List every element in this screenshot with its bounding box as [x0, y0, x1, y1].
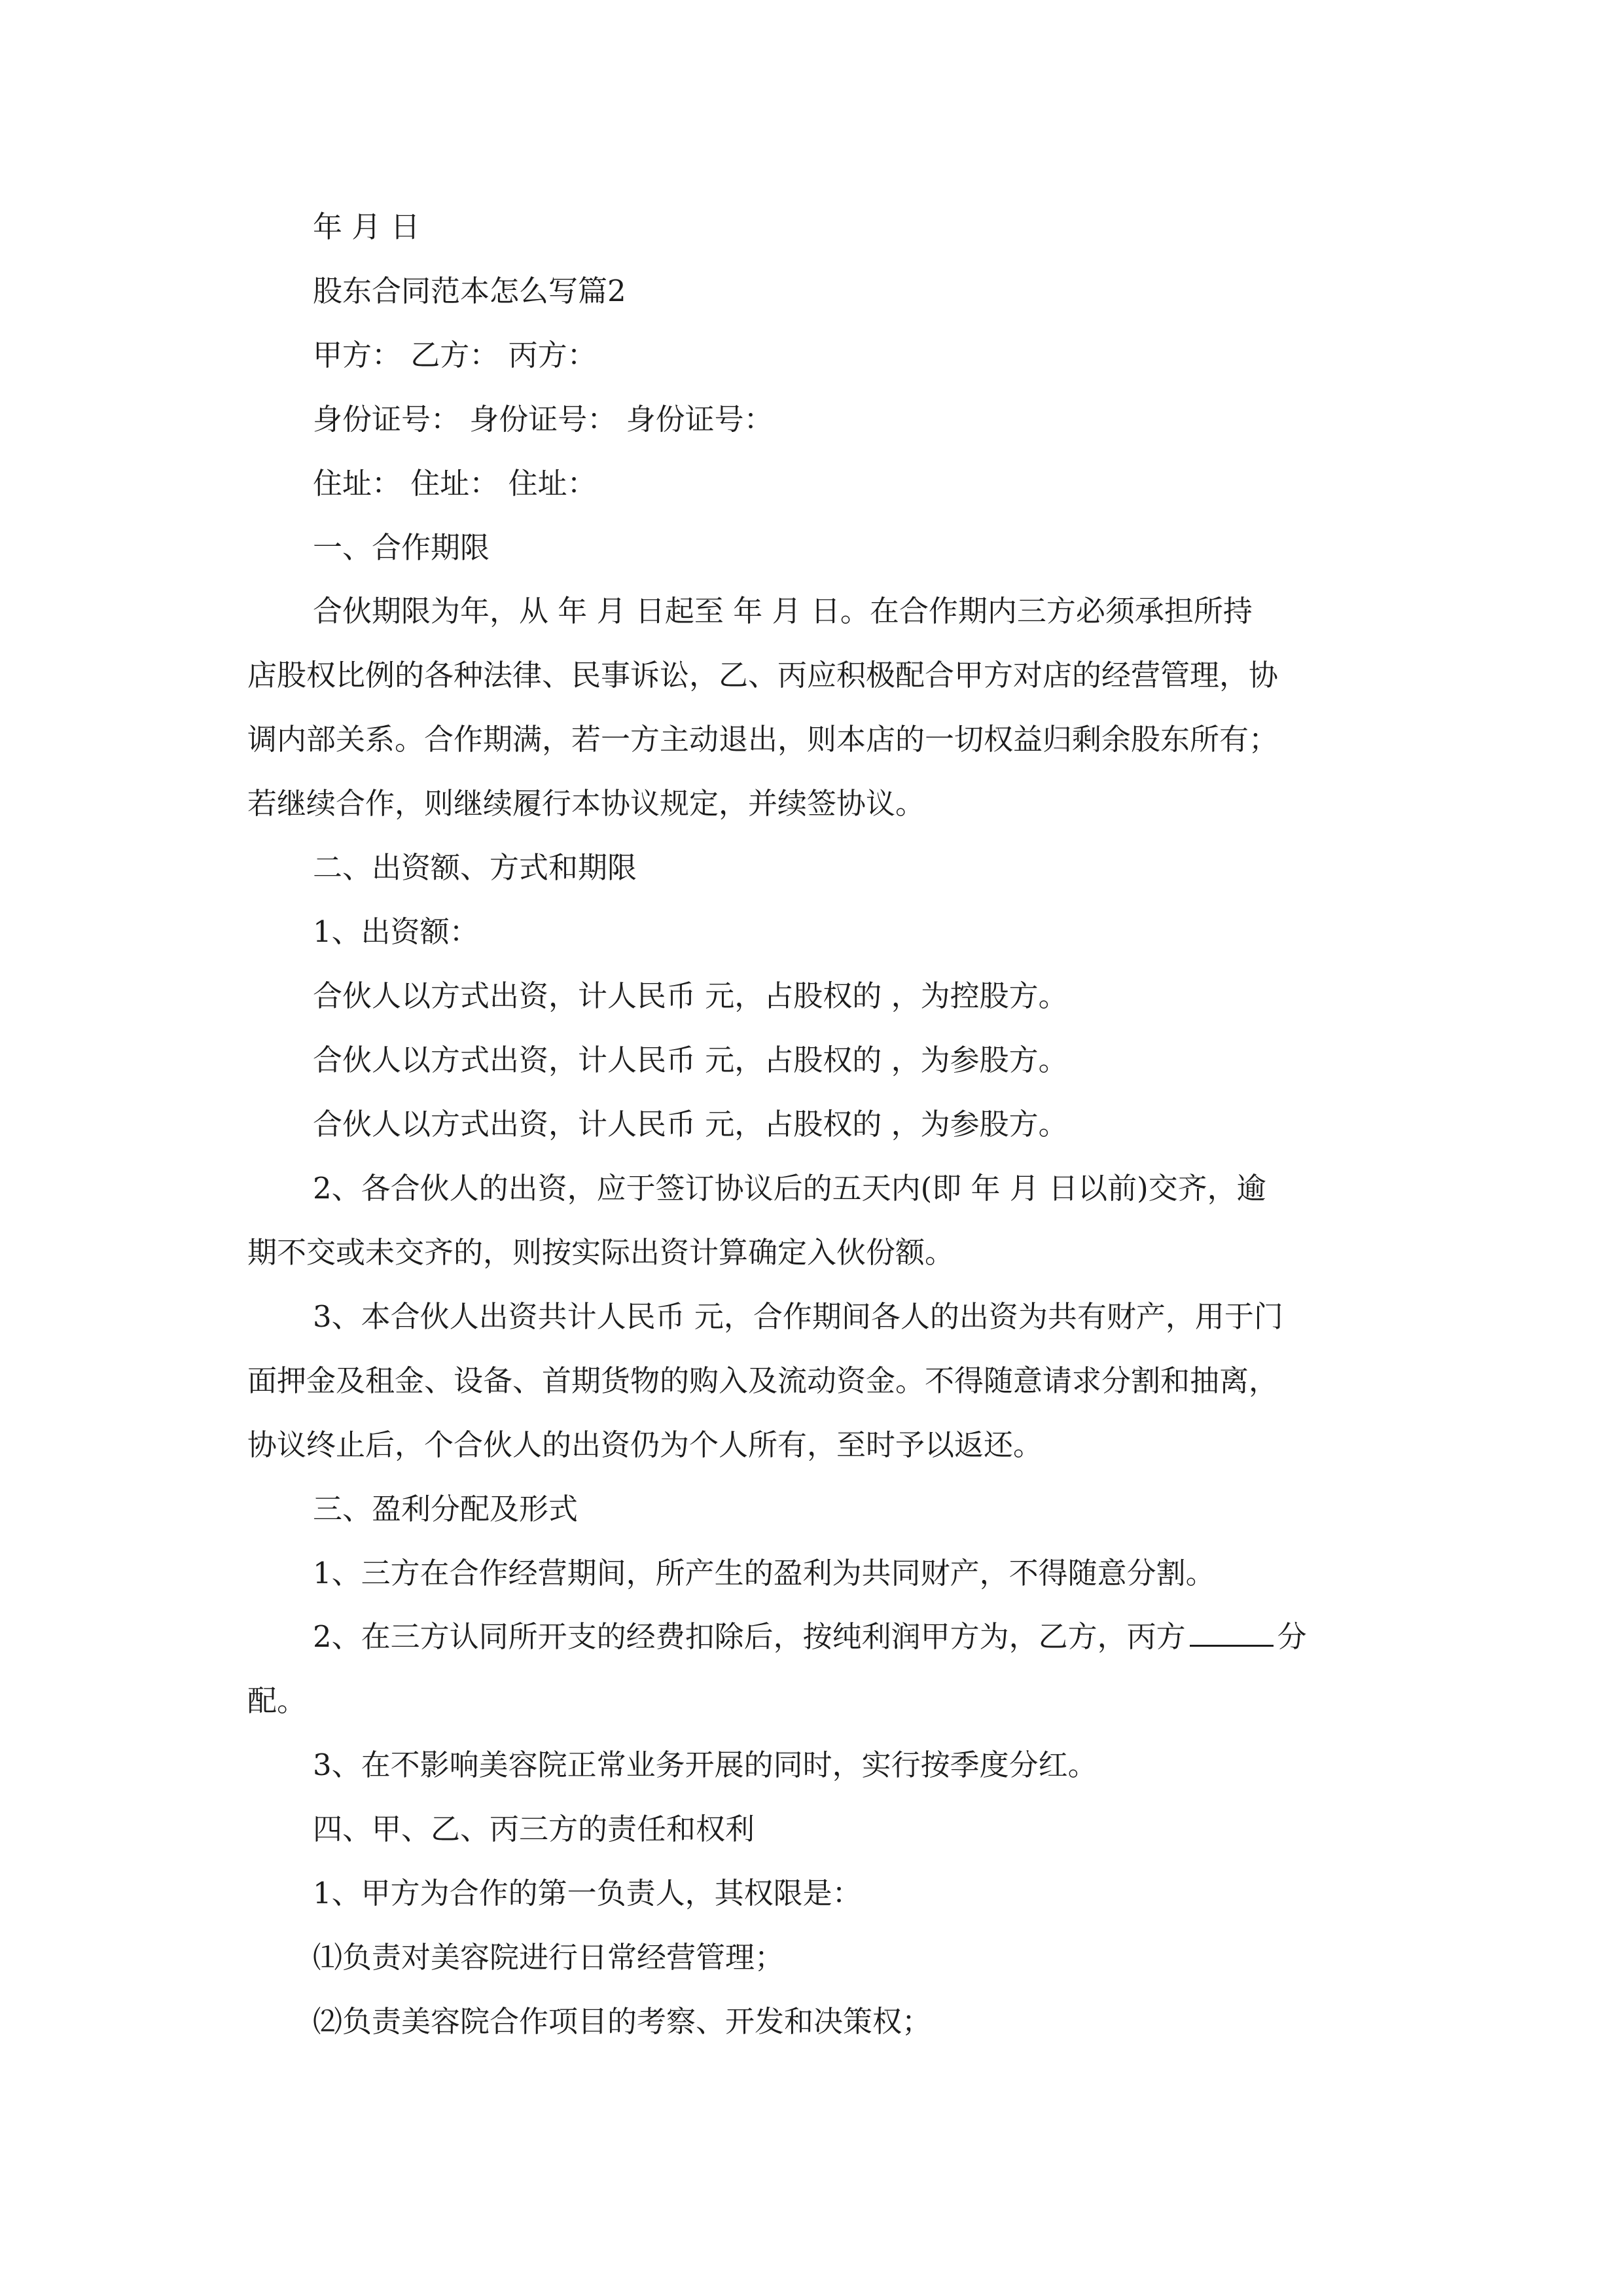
paragraph-line: 调内部关系。合作期满，若一方主动退出，则本店的一切权益归剩余股东所有； [247, 722, 1279, 757]
paragraph-line: 若继续合作，则继续履行本协议规定，并续签协议。 [247, 786, 925, 821]
paragraph-line: 配。 [247, 1683, 307, 1718]
heading-responsibilities: 四、甲、乙、丙三方的责任和权利 [313, 1812, 755, 1846]
heading-profit: 三、盈利分配及形式 [313, 1492, 579, 1526]
paragraph-line: 1、三方在合作经营期间，所产生的盈利为共同财产，不得随意分割。 [313, 1556, 1215, 1590]
profit-share-suffix: 分 [1277, 1619, 1307, 1654]
paragraph-line: 2、各合伙人的出资，应于签订协议后的五天内(即 年 月 日以前)交齐，逾 [313, 1171, 1266, 1206]
fill-blank-line [1190, 1619, 1274, 1647]
paragraph-line: 店股权比例的各种法律、民事诉讼，乙、丙应积极配合甲方对店的经营管理，协 [247, 658, 1279, 692]
id-number-line: 身份证号： 身份证号： 身份证号： [313, 402, 774, 437]
paragraph-line: 合伙期限为年，从 年 月 日起至 年 月 日。在合作期内三方必须承担所持 [313, 594, 1253, 628]
list-item: ⑴负责对美容院进行日常经营管理； [313, 1940, 785, 1975]
paragraph-line [313, 1617, 1623, 1657]
paragraph-line: 面押金及租金、设备、首期货物的购入及流动资金。不得随意请求分割和抽离， [247, 1363, 1279, 1398]
paragraph-line: 协议终止后，个合伙人的出资仍为个人所有，至时予以返还。 [247, 1427, 1043, 1462]
section-title: 股东合同范本怎么写篇2 [313, 274, 626, 308]
list-item: ⑵负责美容院合作项目的考察、开发和决策权； [313, 2004, 932, 2039]
paragraph-line: 3、在不影响美容院正常业务开展的同时，实行按季度分红。 [313, 1748, 1097, 1782]
paragraph-line: 期不交或未交齐的，则按实际出资计算确定入伙份额。 [247, 1235, 955, 1270]
paragraph-line: 3、本合伙人出资共计人民币 元，合作期间各人的出资为共有财产，用于门 [313, 1299, 1283, 1334]
heading-term: 一、合作期限 [313, 530, 490, 565]
subheading-capital-amount: 1、出资额： [313, 914, 479, 949]
capital-line: 合伙人以方式出资，计人民币 元，占股权的 ，为参股方。 [313, 1043, 1068, 1077]
parties-line: 甲方： 乙方： 丙方： [313, 338, 597, 372]
capital-line: 合伙人以方式出资，计人民币 元，占股权的 ，为参股方。 [313, 1107, 1068, 1141]
date-line: 年 月 日 [313, 209, 420, 244]
heading-capital: 二、出资额、方式和期限 [313, 850, 637, 885]
profit-share-text: 2、在三方认同所开支的经费扣除后，按纯利润甲方为，乙方，丙方 [313, 1619, 1186, 1654]
capital-line: 合伙人以方式出资，计人民币 元，占股权的 ，为控股方。 [313, 978, 1068, 1013]
paragraph-line: 1、甲方为合作的第一负责人，其权限是： [313, 1876, 862, 1910]
address-line: 住址： 住址： 住址： [313, 466, 597, 501]
